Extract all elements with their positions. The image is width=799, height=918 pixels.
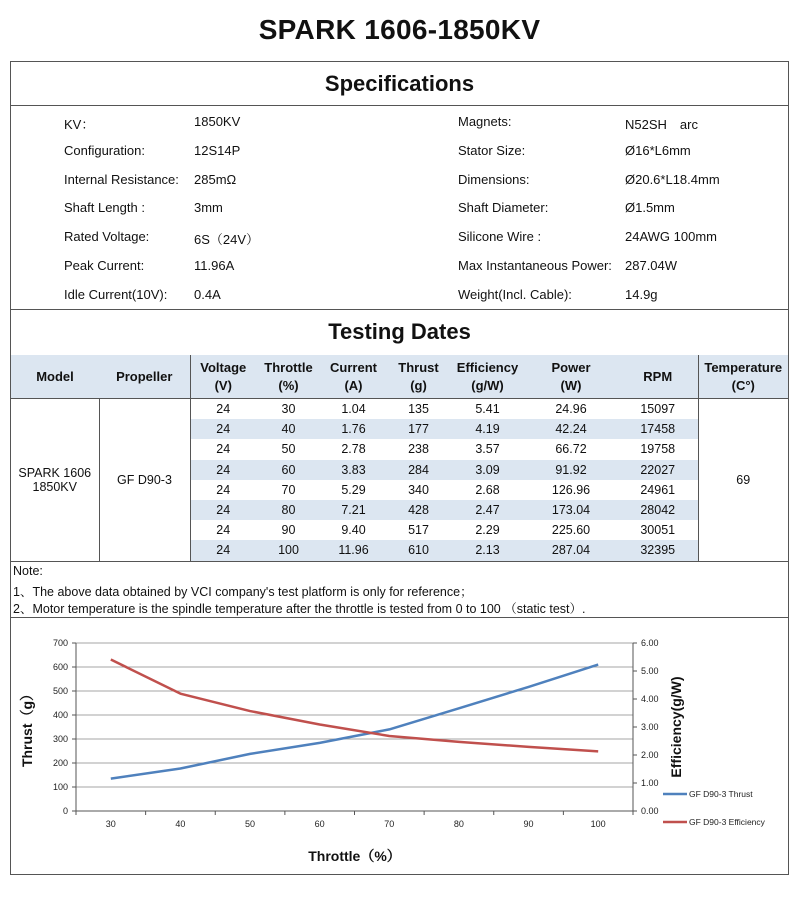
y-tick-label: 400 <box>52 710 68 720</box>
spec-value: 287.04W <box>625 258 678 273</box>
header-efficiency: Efficiency (g/W) <box>451 355 524 399</box>
y-tick-label: 600 <box>52 662 68 672</box>
spec-label: Internal Resistance: <box>64 172 179 187</box>
y2-tick-label: 4.00 <box>641 694 659 704</box>
table-cell: 610 <box>386 540 451 560</box>
table-cell: 24 <box>190 540 256 560</box>
spec-label: Configuration: <box>64 143 145 158</box>
table-cell: 173.04 <box>524 500 618 520</box>
table-cell: 24 <box>216 402 231 417</box>
table-cell: 80 <box>256 500 321 520</box>
header-current: Current (A) <box>321 355 386 399</box>
header-model: Model <box>11 355 99 399</box>
table-cell: 2.13 <box>451 540 524 560</box>
table-cell: 91.92 <box>524 460 618 480</box>
table-cell: 24 <box>190 419 256 439</box>
table-cell: 177 <box>386 419 451 439</box>
x-axis-title: Throttle（%） <box>308 848 401 864</box>
spec-value: 1850KV <box>194 114 241 129</box>
table-cell: 24.96 <box>555 402 587 417</box>
y2-tick-label: 1.00 <box>641 778 659 788</box>
table-cell: 90 <box>281 523 296 538</box>
y2-tick-label: 2.00 <box>641 750 659 760</box>
y-tick-label: 200 <box>52 758 68 768</box>
thrust-efficiency-chart <box>11 617 788 874</box>
table-cell: 40 <box>256 419 321 439</box>
x-tick-label: 40 <box>175 819 186 829</box>
spec-label: Idle Current(10V): <box>64 287 168 302</box>
table-cell: 70 <box>281 482 296 497</box>
spec-label: Max Instantaneous Power: <box>458 258 612 273</box>
legend-label: GF D90-3 Thrust <box>689 789 753 799</box>
spec-label: Weight(Incl. Cable): <box>458 287 572 302</box>
table-cell: 2.78 <box>341 442 366 457</box>
table-cell: 24 <box>190 460 256 480</box>
spec-label: KV： <box>64 117 95 132</box>
x-tick-label: 100 <box>590 819 606 829</box>
table-cell: 9.40 <box>341 523 366 538</box>
spec-label: Dimensions: <box>458 172 530 187</box>
header-temperature: Temperature (C°) <box>698 355 788 399</box>
divider <box>10 309 789 310</box>
note-heading: Note: <box>13 564 43 578</box>
table-cell: 22027 <box>618 460 698 480</box>
y2-axis-title: Efficiency(g/W) <box>668 676 684 778</box>
table-cell: 135 <box>408 402 429 417</box>
y-tick-label: 700 <box>52 638 68 648</box>
table-cell: 24 <box>216 482 231 497</box>
x-tick-label: 70 <box>384 819 395 829</box>
header-throttle: Throttle (%) <box>256 355 321 399</box>
table-cell: 340 <box>408 482 429 497</box>
table-cell: 30 <box>281 402 296 417</box>
y-tick-label: 100 <box>52 782 68 792</box>
spec-value: 0.4A <box>194 287 221 302</box>
y2-tick-label: 6.00 <box>641 638 659 648</box>
table-cell: 50 <box>281 442 296 457</box>
header-thrust: Thrust (g) <box>386 355 451 399</box>
table-cell: 42.24 <box>524 419 618 439</box>
table-cell: 517 <box>408 523 429 538</box>
y-axis-title: Thrust（g） <box>19 686 35 768</box>
table-cell: 5.41 <box>475 402 500 417</box>
table-cell: 28042 <box>618 500 698 520</box>
table-cell: 24 <box>216 442 231 457</box>
efficiency-series-line <box>111 660 598 752</box>
page-title: SPARK 1606-1850KV <box>258 14 541 45</box>
testing-table <box>11 355 788 561</box>
divider <box>10 105 789 106</box>
spec-value: 285mΩ <box>194 172 237 187</box>
table-cell: 30051 <box>618 520 698 540</box>
table-cell: 284 <box>386 460 451 480</box>
table-cell: 2.29 <box>475 523 500 538</box>
table-cell: 238 <box>408 442 429 457</box>
table-cell: 24961 <box>618 480 698 500</box>
table-cell: 66.72 <box>555 442 587 457</box>
y-tick-label: 300 <box>52 734 68 744</box>
y2-tick-label: 0.00 <box>641 806 659 816</box>
x-tick-label: 30 <box>105 819 116 829</box>
spec-label: Magnets: <box>458 114 512 129</box>
spec-value: Ø20.6*L18.4mm <box>625 172 720 187</box>
spec-label: Shaft Length : <box>64 200 145 215</box>
table-cell: 1.04 <box>341 402 366 417</box>
y-tick-label: 500 <box>52 686 68 696</box>
x-tick-label: 90 <box>523 819 534 829</box>
spec-label: Shaft Diameter: <box>458 200 549 215</box>
table-cell: 7.21 <box>321 500 386 520</box>
divider <box>10 561 789 562</box>
table-cell: 4.19 <box>451 419 524 439</box>
header-voltage: Voltage (V) <box>190 355 256 399</box>
model-cell: SPARK 1606 1850KV <box>11 399 99 561</box>
table-cell: 24 <box>190 500 256 520</box>
table-cell: 3.09 <box>451 460 524 480</box>
table-cell: 225.60 <box>551 523 591 538</box>
spec-label: Rated Voltage: <box>64 229 150 244</box>
table-cell: 3.83 <box>321 460 386 480</box>
y-tick-label: 0 <box>62 806 68 816</box>
spec-value: 11.96A <box>194 258 235 273</box>
spec-value: 24AWG 100mm <box>625 229 717 244</box>
specifications-title: Specifications <box>324 71 475 96</box>
table-row <box>11 399 788 420</box>
table-cell: 1.76 <box>321 419 386 439</box>
legend-label: GF D90-3 Efficiency <box>689 817 765 827</box>
spec-value: 14.9g <box>625 287 658 302</box>
table-cell: 100 <box>256 540 321 560</box>
spec-value: Ø16*L6mm <box>625 143 691 158</box>
table-cell: 60 <box>256 460 321 480</box>
note-line: 1、The above data obtained by VCI company's test platform is only for reference； <box>13 585 473 599</box>
table-cell: 15097 <box>618 399 698 420</box>
table-cell: 11.96 <box>321 540 386 560</box>
table-cell: 5.29 <box>341 482 366 497</box>
spec-value: 6S（24V） <box>194 232 260 247</box>
table-cell: 2.68 <box>475 482 500 497</box>
table-cell: 287.04 <box>524 540 618 560</box>
spec-label: Stator Size: <box>458 143 526 158</box>
header-rpm: RPM <box>618 355 698 399</box>
propeller-cell: GF D90-3 <box>99 399 190 561</box>
header-propeller: Propeller <box>99 355 190 399</box>
table-header-row <box>11 355 788 399</box>
header-power: Power (W) <box>524 355 618 399</box>
table-cell: 2.47 <box>451 500 524 520</box>
thrust-series-line <box>111 665 598 779</box>
table-cell: 428 <box>386 500 451 520</box>
table-cell: 32395 <box>618 540 698 560</box>
spec-value: Ø1.5mm <box>625 200 675 215</box>
y2-tick-label: 5.00 <box>641 666 659 676</box>
x-tick-label: 60 <box>314 819 325 829</box>
x-tick-label: 80 <box>453 819 464 829</box>
table-cell: 19758 <box>618 439 698 459</box>
table-cell: 17458 <box>618 419 698 439</box>
spec-value: 12S14P <box>194 143 241 158</box>
y2-tick-label: 3.00 <box>641 722 659 732</box>
note-line: 2、Motor temperature is the spindle temperature after the throttle is tested from 0 to 100 （static test）. <box>13 602 586 616</box>
table-cell: 24 <box>216 523 231 538</box>
temperature-cell: 69 <box>698 399 788 561</box>
spec-label: Silicone Wire : <box>458 229 542 244</box>
spec-label: Peak Current: <box>64 258 145 273</box>
table-cell: 3.57 <box>475 442 500 457</box>
spec-value: 3mm <box>194 200 223 215</box>
table-cell: 126.96 <box>551 482 591 497</box>
spec-value: N52SH arc <box>625 117 698 132</box>
testing-dates-title: Testing Dates <box>328 319 471 344</box>
x-tick-label: 50 <box>245 819 256 829</box>
